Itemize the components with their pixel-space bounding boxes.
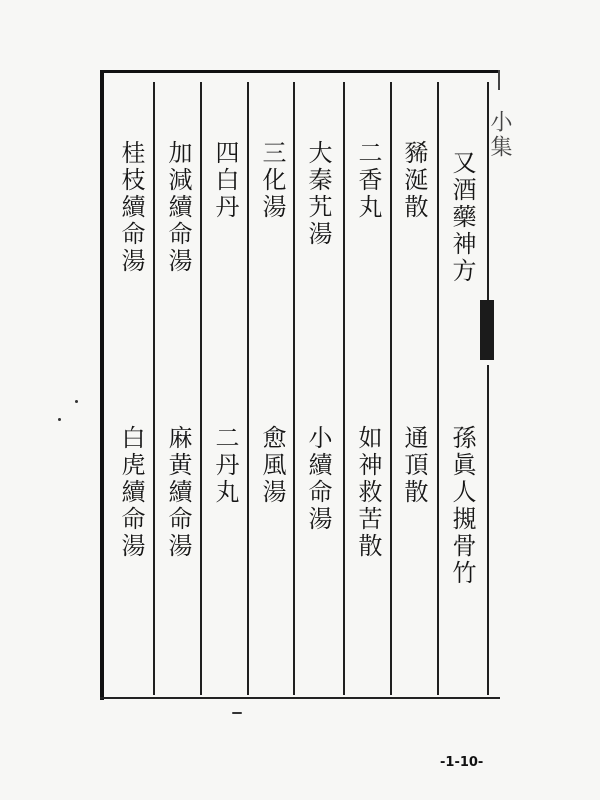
recipe-title: 小續命湯 bbox=[304, 425, 332, 533]
recipe-title: 孫眞人摫骨竹 bbox=[448, 425, 476, 587]
recipe-title: 通頂散 bbox=[400, 425, 428, 506]
frame-bottom-border bbox=[100, 697, 500, 699]
recipe-title: 豨涎散 bbox=[400, 140, 428, 221]
frame-right-border bbox=[498, 70, 500, 90]
recipe-title: 白虎續命湯 bbox=[117, 425, 145, 560]
column-rule bbox=[247, 82, 249, 695]
ink-speck bbox=[58, 418, 61, 421]
recipe-title: 麻黄續命湯 bbox=[164, 425, 192, 560]
ink-speck bbox=[232, 712, 242, 714]
column-rule bbox=[390, 82, 392, 695]
column-rule bbox=[437, 82, 439, 695]
recipe-title: 四白丹 bbox=[211, 140, 239, 221]
spine-mark bbox=[480, 300, 494, 360]
column-rule bbox=[200, 82, 202, 695]
recipe-title: 又酒藥神方 bbox=[448, 150, 476, 285]
recipe-title: 如神救苦散 bbox=[354, 425, 382, 560]
recipe-title: 桂枝續命湯 bbox=[117, 140, 145, 275]
recipe-title: 三化湯 bbox=[258, 140, 286, 221]
recipe-title: 二丹丸 bbox=[211, 425, 239, 506]
recipe-title: 加減續命湯 bbox=[164, 140, 192, 275]
frame-left-border bbox=[100, 70, 104, 700]
recipe-title: 二香丸 bbox=[354, 140, 382, 221]
recipe-title: 愈風湯 bbox=[258, 425, 286, 506]
column-rule bbox=[487, 365, 489, 695]
ink-speck bbox=[75, 400, 78, 403]
column-rule bbox=[293, 82, 295, 695]
page-number: -1-10- bbox=[440, 755, 484, 770]
frame-top-border bbox=[100, 70, 500, 73]
recipe-title: 大秦艽湯 bbox=[304, 140, 332, 248]
margin-fragment: 小集 bbox=[487, 110, 512, 160]
column-rule bbox=[343, 82, 345, 695]
column-rule bbox=[153, 82, 155, 695]
